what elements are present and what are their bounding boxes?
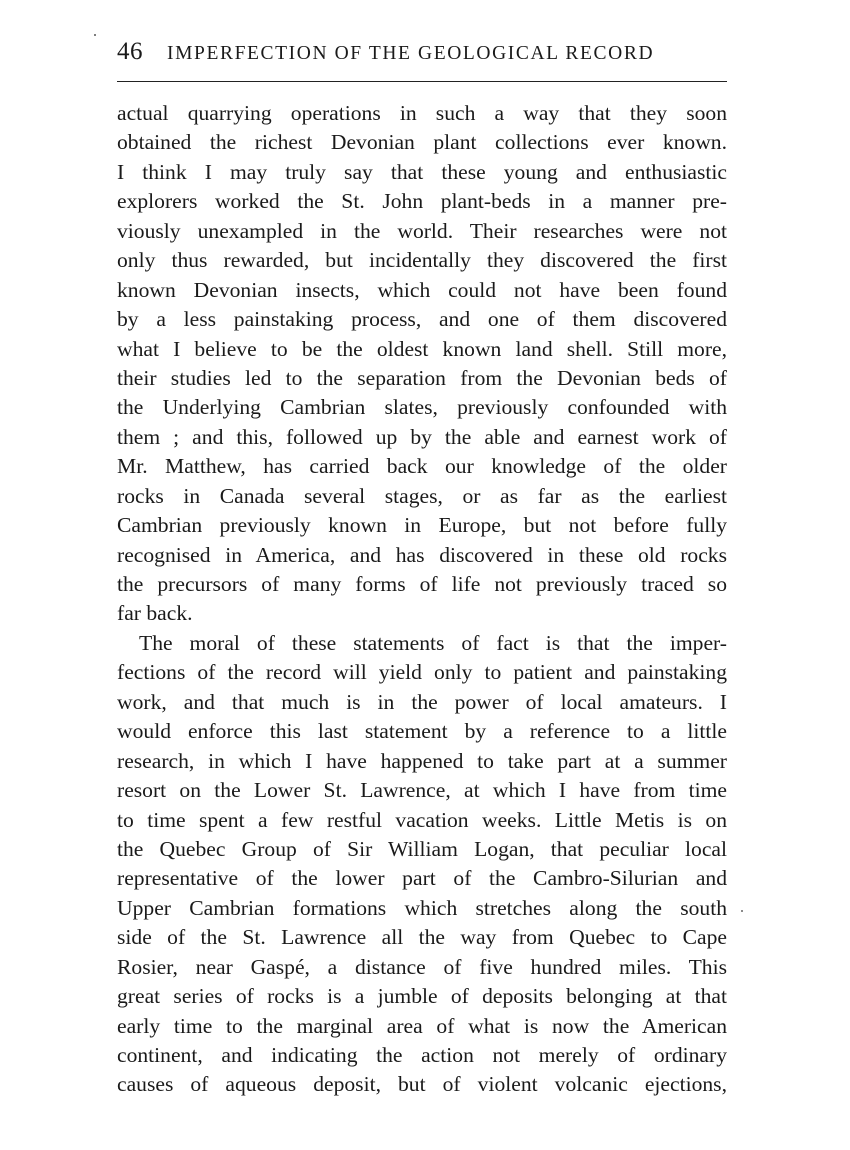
text-line: fections of the record will yield only to patient and painstaking bbox=[117, 660, 727, 685]
text-line: I think I may truly say that these young and enthusiastic bbox=[117, 159, 727, 184]
print-speck bbox=[741, 910, 743, 912]
text-line: what I believe to be the oldest known land shell. Still more, bbox=[117, 336, 727, 361]
text-line: to time spent a few restful vacation weeks. Little Metis is on bbox=[117, 807, 727, 832]
text-line: early time to the marginal area of what is now the American bbox=[117, 1013, 727, 1038]
text-line: by a less painstaking process, and one of them discovered bbox=[117, 307, 727, 332]
text-line: obtained the richest Devonian plant collections ever known. bbox=[117, 130, 727, 155]
text-line: the precursors of many forms of life not previously traced so bbox=[117, 572, 727, 596]
text-line: resort on the Lower St. Lawrence, at which I have from time bbox=[117, 778, 727, 803]
text-line: their studies led to the separation from the Devonian beds of bbox=[117, 365, 727, 390]
text-line: recognised in America, and has discovered in these old rocks bbox=[117, 542, 727, 567]
body-text bbox=[117, 99, 727, 1100]
text-line: representative of the lower part of the Cambro-Silurian and bbox=[117, 866, 727, 891]
text-line: great series of rocks is a jumble of deposits belonging at that bbox=[117, 984, 727, 1009]
text-line: far back. bbox=[117, 601, 193, 626]
text-line: work, and that much is in the power of local amateurs. I bbox=[117, 689, 727, 714]
text-line: would enforce this last statement by a reference to a little bbox=[117, 719, 727, 744]
text-line: Cambrian previously known in Europe, but not before fully bbox=[117, 513, 727, 538]
text-line: the Quebec Group of Sir William Logan, that peculiar local bbox=[117, 836, 727, 861]
text-line: Mr. Matthew, has carried back our knowledge of the older bbox=[117, 454, 727, 479]
print-speck bbox=[94, 34, 96, 36]
text-line: causes of aqueous deposit, but of violent volcanic ejections, bbox=[117, 1072, 727, 1097]
text-line: only thus rewarded, but incidentally they discovered the first bbox=[117, 248, 727, 273]
running-head bbox=[117, 38, 727, 70]
text-line: them ; and this, followed up by the able and earnest work of bbox=[117, 424, 727, 449]
text-line: actual quarrying operations in such a way that they soon bbox=[117, 101, 727, 125]
text-line: the Underlying Cambrian slates, previously confounded with bbox=[117, 395, 727, 420]
text-line: side of the St. Lawrence all the way from Quebec to Cape bbox=[117, 925, 727, 950]
text-line: Upper Cambrian formations which stretches along the south bbox=[117, 895, 727, 920]
paragraph bbox=[117, 99, 727, 629]
text-line: known Devonian insects, which could not have been found bbox=[117, 277, 727, 302]
text-line: continent, and indicating the action not merely of ordinary bbox=[117, 1043, 727, 1067]
text-line: Rosier, near Gaspé, a distance of five hundred miles. This bbox=[117, 954, 727, 979]
text-line: rocks in Canada several stages, or as far as the earliest bbox=[117, 483, 727, 508]
running-title: IMPERFECTION OF THE GEOLOGICAL RECORD bbox=[167, 43, 655, 64]
text-line: research, in which I have happened to take part at a summer bbox=[117, 748, 727, 773]
header-rule bbox=[117, 81, 727, 82]
text-line: viously unexampled in the world. Their researches were not bbox=[117, 218, 727, 243]
paragraph bbox=[117, 629, 727, 1100]
page-number: 46 bbox=[117, 38, 143, 65]
text-line: The moral of these statements of fact is that the imper- bbox=[139, 630, 727, 655]
text-line: explorers worked the St. John plant-beds in a manner pre- bbox=[117, 189, 727, 214]
